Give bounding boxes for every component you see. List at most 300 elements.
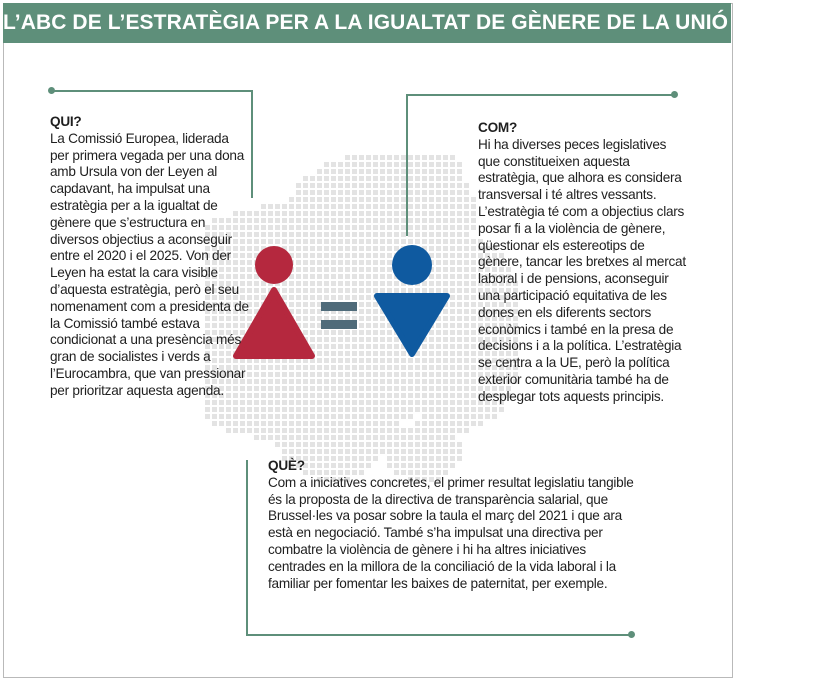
map-dot xyxy=(303,435,308,440)
map-dot xyxy=(387,449,392,454)
map-dot xyxy=(296,414,301,419)
map-dot xyxy=(233,407,238,412)
map-dot xyxy=(450,442,455,447)
map-dot xyxy=(394,197,399,202)
map-dot xyxy=(443,449,448,454)
map-dot xyxy=(464,400,469,405)
map-dot xyxy=(324,449,329,454)
map-dot xyxy=(457,218,462,223)
map-dot xyxy=(317,225,322,230)
map-dot xyxy=(457,190,462,195)
map-dot xyxy=(408,225,413,230)
map-dot xyxy=(352,379,357,384)
map-dot xyxy=(387,211,392,216)
map-dot xyxy=(436,155,441,160)
map-dot xyxy=(359,421,364,426)
map-dot xyxy=(275,372,280,377)
map-dot xyxy=(366,428,371,433)
map-dot xyxy=(240,407,245,412)
map-dot xyxy=(261,218,266,223)
map-dot xyxy=(359,393,364,398)
map-dot xyxy=(310,176,315,181)
map-dot xyxy=(289,372,294,377)
map-dot xyxy=(310,400,315,405)
map-dot xyxy=(436,204,441,209)
map-dot xyxy=(226,407,231,412)
map-dot xyxy=(366,225,371,230)
map-dot xyxy=(380,204,385,209)
map-dot xyxy=(289,435,294,440)
map-dot xyxy=(443,379,448,384)
map-dot xyxy=(422,176,427,181)
section-que-heading: QUÈ? xyxy=(268,458,305,473)
map-dot xyxy=(408,379,413,384)
map-dot xyxy=(275,232,280,237)
map-dot xyxy=(387,197,392,202)
map-dot xyxy=(443,197,448,202)
map-dot xyxy=(247,421,252,426)
map-dot xyxy=(296,218,301,223)
map-dot xyxy=(401,386,406,391)
map-dot xyxy=(268,393,273,398)
map-dot xyxy=(457,232,462,237)
map-dot xyxy=(338,435,343,440)
map-dot xyxy=(275,393,280,398)
map-dot xyxy=(436,225,441,230)
map-dot xyxy=(324,421,329,426)
map-dot xyxy=(394,204,399,209)
map-dot xyxy=(373,232,378,237)
map-dot xyxy=(429,407,434,412)
map-dot xyxy=(408,449,413,454)
map-dot xyxy=(268,204,273,209)
map-dot xyxy=(317,183,322,188)
map-dot xyxy=(464,218,469,223)
map-dot xyxy=(429,421,434,426)
map-dot xyxy=(254,407,259,412)
map-dot xyxy=(408,162,413,167)
map-dot xyxy=(338,393,343,398)
map-dot xyxy=(303,232,308,237)
map-dot xyxy=(443,435,448,440)
map-dot xyxy=(436,407,441,412)
map-dot xyxy=(443,162,448,167)
map-dot xyxy=(359,407,364,412)
map-dot xyxy=(464,183,469,188)
map-dot xyxy=(324,183,329,188)
map-dot xyxy=(317,386,322,391)
connector-qui-endpoint xyxy=(48,87,55,94)
map-dot xyxy=(366,400,371,405)
map-dot xyxy=(436,442,441,447)
map-dot xyxy=(345,190,350,195)
map-dot xyxy=(310,232,315,237)
map-dot xyxy=(261,386,266,391)
map-dot xyxy=(429,197,434,202)
map-dot xyxy=(394,386,399,391)
map-dot xyxy=(247,428,252,433)
map-dot xyxy=(331,414,336,419)
map-dot xyxy=(268,435,273,440)
map-dot xyxy=(324,435,329,440)
map-dot xyxy=(289,225,294,230)
map-dot xyxy=(296,232,301,237)
map-dot xyxy=(457,225,462,230)
map-dot xyxy=(464,232,469,237)
map-dot xyxy=(366,176,371,181)
map-dot xyxy=(331,204,336,209)
map-dot xyxy=(275,414,280,419)
map-dot xyxy=(352,428,357,433)
connector-que-vertical xyxy=(246,460,248,636)
map-dot xyxy=(289,400,294,405)
map-dot xyxy=(275,211,280,216)
map-dot xyxy=(317,393,322,398)
map-dot xyxy=(373,435,378,440)
map-dot xyxy=(422,407,427,412)
map-dot xyxy=(387,393,392,398)
map-dot xyxy=(457,197,462,202)
map-dot xyxy=(338,232,343,237)
map-dot xyxy=(331,379,336,384)
map-dot xyxy=(338,190,343,195)
map-dot xyxy=(310,414,315,419)
map-dot xyxy=(324,169,329,174)
map-dot xyxy=(436,169,441,174)
map-dot xyxy=(317,232,322,237)
map-dot xyxy=(387,372,392,377)
map-dot xyxy=(464,414,469,419)
map-dot xyxy=(450,414,455,419)
map-dot xyxy=(443,204,448,209)
map-dot xyxy=(394,428,399,433)
map-dot xyxy=(324,225,329,230)
map-dot xyxy=(331,197,336,202)
map-dot xyxy=(359,428,364,433)
map-dot xyxy=(429,386,434,391)
map-dot xyxy=(338,414,343,419)
map-dot xyxy=(450,169,455,174)
map-dot xyxy=(415,169,420,174)
map-dot xyxy=(366,449,371,454)
map-dot xyxy=(324,232,329,237)
map-dot xyxy=(289,449,294,454)
map-dot xyxy=(429,428,434,433)
map-dot xyxy=(317,449,322,454)
map-dot xyxy=(303,190,308,195)
map-dot xyxy=(373,183,378,188)
map-dot xyxy=(212,414,217,419)
map-dot xyxy=(219,407,224,412)
map-dot xyxy=(443,400,448,405)
connector-qui-horizontal xyxy=(52,90,252,92)
map-dot xyxy=(380,176,385,181)
map-dot xyxy=(310,225,315,230)
map-dot xyxy=(317,169,322,174)
map-dot xyxy=(359,435,364,440)
map-dot xyxy=(261,414,266,419)
map-dot xyxy=(394,407,399,412)
map-dot xyxy=(303,442,308,447)
map-dot xyxy=(387,428,392,433)
map-dot xyxy=(401,442,406,447)
map-dot xyxy=(352,211,357,216)
map-dot xyxy=(471,407,476,412)
map-dot xyxy=(219,414,224,419)
map-dot xyxy=(359,232,364,237)
map-dot xyxy=(233,428,238,433)
map-dot xyxy=(457,449,462,454)
map-dot xyxy=(359,379,364,384)
map-dot xyxy=(443,155,448,160)
map-dot xyxy=(261,393,266,398)
map-dot xyxy=(254,428,259,433)
map-dot xyxy=(415,435,420,440)
map-dot xyxy=(394,162,399,167)
map-dot xyxy=(296,372,301,377)
map-dot xyxy=(338,379,343,384)
map-dot xyxy=(275,442,280,447)
map-dot xyxy=(268,400,273,405)
map-dot xyxy=(464,372,469,377)
map-dot xyxy=(240,414,245,419)
map-dot xyxy=(373,393,378,398)
map-dot xyxy=(422,211,427,216)
map-dot xyxy=(415,225,420,230)
map-dot xyxy=(373,162,378,167)
map-dot xyxy=(310,386,315,391)
map-dot xyxy=(429,190,434,195)
map-dot xyxy=(296,435,301,440)
map-dot xyxy=(380,449,385,454)
map-dot xyxy=(380,232,385,237)
map-dot xyxy=(443,421,448,426)
map-dot xyxy=(282,400,287,405)
map-dot xyxy=(492,407,497,412)
map-dot xyxy=(394,176,399,181)
map-dot xyxy=(366,372,371,377)
map-dot xyxy=(387,176,392,181)
map-dot xyxy=(324,407,329,412)
map-dot xyxy=(282,204,287,209)
map-dot xyxy=(331,421,336,426)
map-dot xyxy=(282,372,287,377)
map-dot xyxy=(394,414,399,419)
map-dot xyxy=(317,400,322,405)
map-dot xyxy=(443,372,448,377)
map-dot xyxy=(359,204,364,209)
map-dot xyxy=(471,400,476,405)
map-dot xyxy=(457,421,462,426)
map-dot xyxy=(226,400,231,405)
map-dot xyxy=(303,393,308,398)
map-dot xyxy=(387,204,392,209)
map-dot xyxy=(380,155,385,160)
map-dot xyxy=(366,386,371,391)
map-dot xyxy=(478,407,483,412)
map-dot xyxy=(429,155,434,160)
map-dot xyxy=(296,386,301,391)
map-dot xyxy=(296,211,301,216)
map-dot xyxy=(471,379,476,384)
map-dot xyxy=(450,449,455,454)
map-dot xyxy=(457,393,462,398)
map-dot xyxy=(401,400,406,405)
map-dot xyxy=(429,379,434,384)
map-dot xyxy=(394,393,399,398)
map-dot xyxy=(345,183,350,188)
map-dot xyxy=(422,232,427,237)
map-dot xyxy=(422,393,427,398)
map-dot xyxy=(345,162,350,167)
map-dot xyxy=(275,379,280,384)
map-dot xyxy=(303,176,308,181)
map-dot xyxy=(345,449,350,454)
map-dot xyxy=(303,183,308,188)
map-dot xyxy=(254,393,259,398)
map-dot xyxy=(282,232,287,237)
map-dot xyxy=(338,407,343,412)
map-dot xyxy=(373,386,378,391)
map-dot xyxy=(394,169,399,174)
map-dot xyxy=(345,379,350,384)
map-dot xyxy=(331,218,336,223)
map-dot xyxy=(289,204,294,209)
map-dot xyxy=(303,386,308,391)
map-dot xyxy=(450,183,455,188)
map-dot xyxy=(422,183,427,188)
map-dot xyxy=(352,372,357,377)
map-dot xyxy=(436,393,441,398)
map-dot xyxy=(254,414,259,419)
map-dot xyxy=(387,190,392,195)
map-dot xyxy=(422,386,427,391)
map-dot xyxy=(429,400,434,405)
map-dot xyxy=(324,190,329,195)
connector-com-horizontal xyxy=(406,94,674,96)
map-dot xyxy=(373,379,378,384)
map-dot xyxy=(331,428,336,433)
map-dot xyxy=(408,372,413,377)
map-dot xyxy=(345,407,350,412)
map-dot xyxy=(303,449,308,454)
map-dot xyxy=(317,414,322,419)
map-dot xyxy=(233,414,238,419)
map-dot xyxy=(443,176,448,181)
map-dot xyxy=(436,190,441,195)
map-dot xyxy=(464,407,469,412)
map-dot xyxy=(464,386,469,391)
map-dot xyxy=(457,400,462,405)
map-dot xyxy=(471,421,476,426)
map-dot xyxy=(401,428,406,433)
map-dot xyxy=(282,393,287,398)
map-dot xyxy=(345,176,350,181)
map-dot xyxy=(254,421,259,426)
map-dot xyxy=(450,400,455,405)
map-dot xyxy=(436,379,441,384)
map-dot xyxy=(415,162,420,167)
map-dot xyxy=(436,449,441,454)
map-dot xyxy=(450,393,455,398)
map-dot xyxy=(240,428,245,433)
map-dot xyxy=(443,232,448,237)
map-dot xyxy=(289,393,294,398)
map-dot xyxy=(457,379,462,384)
map-dot xyxy=(261,211,266,216)
map-dot xyxy=(282,442,287,447)
map-dot xyxy=(331,183,336,188)
map-dot xyxy=(296,442,301,447)
map-dot xyxy=(317,379,322,384)
map-dot xyxy=(275,225,280,230)
map-dot xyxy=(275,400,280,405)
map-dot xyxy=(310,407,315,412)
map-dot xyxy=(247,407,252,412)
connector-com-vertical xyxy=(406,94,408,236)
map-dot xyxy=(387,407,392,412)
map-dot xyxy=(254,386,259,391)
map-dot xyxy=(478,414,483,419)
map-dot xyxy=(352,176,357,181)
map-dot xyxy=(345,393,350,398)
map-dot xyxy=(436,197,441,202)
map-dot xyxy=(464,190,469,195)
map-dot xyxy=(310,435,315,440)
map-dot xyxy=(408,428,413,433)
map-dot xyxy=(443,393,448,398)
map-dot xyxy=(289,442,294,447)
map-dot xyxy=(338,183,343,188)
map-dot xyxy=(415,232,420,237)
map-dot xyxy=(331,400,336,405)
map-dot xyxy=(338,421,343,426)
map-dot xyxy=(331,372,336,377)
map-dot xyxy=(478,421,483,426)
map-dot xyxy=(450,435,455,440)
map-dot xyxy=(422,414,427,419)
map-dot xyxy=(429,183,434,188)
map-dot xyxy=(373,218,378,223)
map-dot xyxy=(366,197,371,202)
map-dot xyxy=(268,372,273,377)
map-dot xyxy=(401,449,406,454)
section-qui xyxy=(50,114,250,400)
map-dot xyxy=(408,183,413,188)
map-dot xyxy=(275,407,280,412)
map-dot xyxy=(415,183,420,188)
map-dot xyxy=(380,197,385,202)
map-dot xyxy=(408,400,413,405)
map-dot xyxy=(408,232,413,237)
map-dot xyxy=(296,400,301,405)
map-dot xyxy=(303,197,308,202)
map-dot xyxy=(366,435,371,440)
map-dot xyxy=(359,169,364,174)
map-dot xyxy=(226,421,231,426)
map-dot xyxy=(352,204,357,209)
map-dot xyxy=(422,155,427,160)
map-dot xyxy=(408,204,413,209)
map-dot xyxy=(324,218,329,223)
map-dot xyxy=(247,414,252,419)
map-dot xyxy=(422,442,427,447)
map-dot xyxy=(317,407,322,412)
map-dot xyxy=(352,407,357,412)
map-dot xyxy=(401,372,406,377)
map-dot xyxy=(471,386,476,391)
map-dot xyxy=(345,169,350,174)
